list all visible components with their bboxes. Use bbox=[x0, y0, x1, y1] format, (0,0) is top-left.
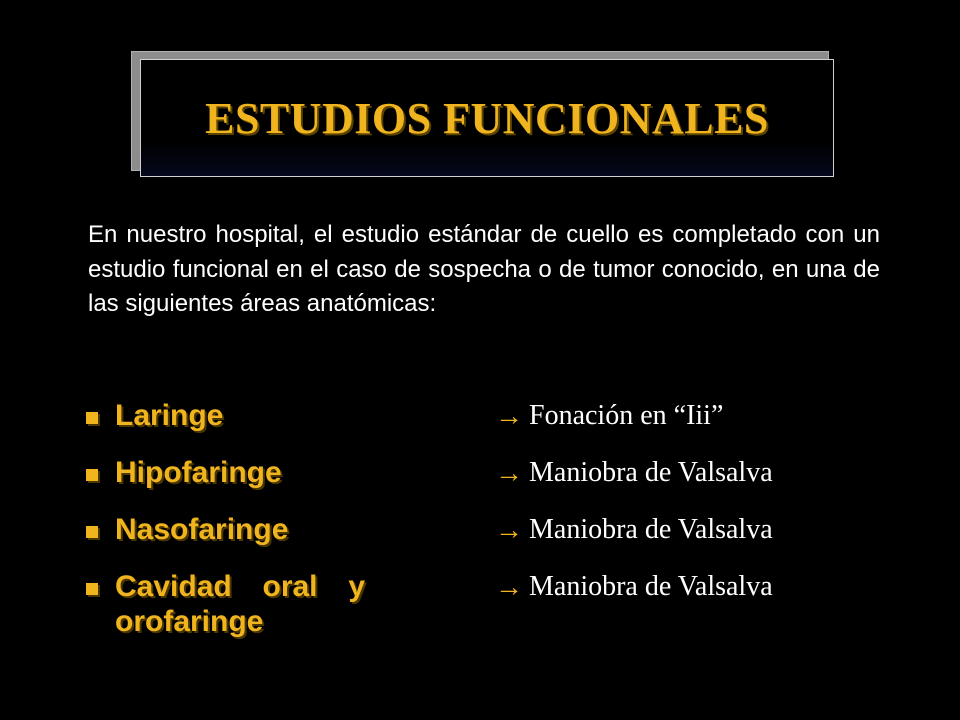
area-label: Laringe bbox=[115, 399, 224, 432]
maneuver-label: Fonación en “Iii” bbox=[529, 400, 724, 431]
maneuver-label: Maniobra de Valsalva bbox=[529, 457, 773, 488]
area-label: Nasofaringe bbox=[115, 513, 289, 546]
list-item bbox=[86, 569, 876, 649]
maneuver-label: Maniobra de Valsalva bbox=[529, 514, 773, 545]
title-box bbox=[140, 59, 834, 177]
list-item bbox=[86, 398, 876, 455]
square-bullet-icon bbox=[86, 412, 98, 424]
arrow-right-icon: → bbox=[495, 571, 523, 602]
arrow-right-icon: → bbox=[495, 457, 523, 488]
intro-paragraph: En nuestro hospital, el estudio estándar de cuello es completado con un estudio funcional en el caso de sospecha o de tumor conocido, en una de las siguientes áreas anatómicas: bbox=[88, 221, 880, 317]
square-bullet-icon bbox=[86, 469, 98, 481]
list-item bbox=[86, 455, 876, 512]
list-item bbox=[86, 512, 876, 569]
square-bullet-icon bbox=[86, 526, 98, 538]
anatomical-areas-list bbox=[86, 398, 876, 649]
maneuver-label: Maniobra de Valsalva bbox=[529, 571, 773, 602]
square-bullet-icon bbox=[86, 583, 98, 595]
area-label: Cavidad oral y orofaringe bbox=[115, 570, 365, 638]
slide-title: ESTUDIOS FUNCIONALES bbox=[205, 93, 769, 143]
arrow-right-icon: → bbox=[495, 400, 523, 431]
area-label: Hipofaringe bbox=[115, 456, 282, 489]
arrow-right-icon: → bbox=[495, 514, 523, 545]
